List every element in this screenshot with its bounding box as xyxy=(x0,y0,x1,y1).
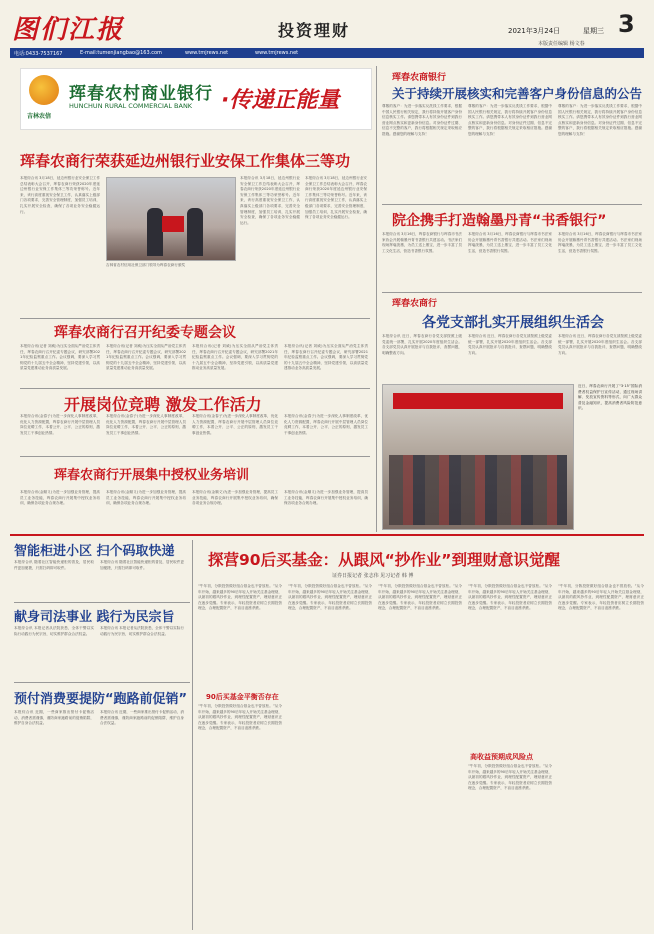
bank-banner xyxy=(20,68,372,130)
r3-kicker: 珲春农商行 xyxy=(392,299,438,309)
a1-photo-person-right xyxy=(187,208,203,256)
m-body-col4: “牛年初，分散投资做好组合基金也不曾放松。”从今年开始，越来越多的90后年轻人开始关注基金理财，从最初的跟风抄作业，到理性配置资产，理财意识正在逐步觉醒。专家表示，年轻投资者应树立长期投资理念，合理配置资产，不盲目追涨杀跌。 xyxy=(468,584,552,611)
b2-divider xyxy=(14,682,190,683)
r3-headline: 各党支部扎实开展组织生活会 xyxy=(422,315,604,331)
contact-site-1: www.tmjrews.net xyxy=(185,50,229,56)
banner-slogan: ·传递正能量 xyxy=(221,88,340,113)
r2-body-col3: 本报综合讯 3月16日，珲春农商银行与珲春市书法家协会开展翰墨丹青书香银行共建活动。书法家们现场挥毫泼墨，为员工送上墨宝，进一步丰富了员工文化生活，营造书香银行氛围。 xyxy=(558,232,642,253)
masthead-logo: 图们江报 xyxy=(12,15,125,45)
page-number: 3 xyxy=(618,10,635,38)
r1-body-col2: 尊敬的客户：为进一步落实反洗钱工作要求，根据中国人民银行相关规定，我行将持续开展客户身份信息核实工作。请您携带本人有效身份证件到我行营业网点核实和更新身份信息。对身份证件过期、信息不完整的客户，我行将根据相关规定采取相应措施。感谢您的理解与支持！ xyxy=(468,104,552,136)
page-editor: 本版责任编辑 杨文春 xyxy=(538,41,585,47)
b1-headline: 智能柜进小区 扫个码取快递 xyxy=(14,544,175,559)
a4-body-col2: 本报综合讯(金顺义)为进一步加强业务管理，提高员工业务技能，珲春农商行开展集中授权业务培训，确保各项业务合规办理。 xyxy=(106,490,186,506)
bottom-col-divider xyxy=(192,540,193,930)
contact-site-2: www.tmjrews.net xyxy=(255,50,299,56)
a1-body-col1: 本报综合讯 3月18日，延边州银行业安全保卫工作总结表彰大会召开，珲春农商行荣获2020年度延边州银行业安保工作集体三等功荣誉称号。近年来，该行高度重视安全保卫工作，认真落实上级部门各项要求，完善安全管理制度，加强员工培训，扎实开展安全检查，确保了各项业务安全稳健运行。 xyxy=(20,176,100,214)
a1-body-col2: 本报综合讯 3月18日，延边州银行业安全保卫工作总结表彰大会召开，珲春农商行荣获2020年度延边州银行业安保工作集体三等功荣誉称号。近年来，该行高度重视安全保卫工作，认真落实上级部门各项要求，完善安全管理制度，加强员工培训，扎实开展安全检查，确保了各项业务安全稳健运行。 xyxy=(240,176,300,225)
r1-kicker: 珲春农商银行 xyxy=(392,73,447,83)
a2-body-col3: 本报综合讯(记者 刘威)为压实全面从严治党主体责任，珲春农商行召开纪委专题会议，研究部署2021年纪检监察重点工作。会议强调，要深入学习贯彻党的十九届五中全会精神，坚持党建引领，以高质量党建推动业务高质量发展。 xyxy=(192,344,278,371)
a3-divider xyxy=(20,456,370,457)
r3-body-col2: 本报综合讯 近日，珲春农商行各党支部按照上级党委统一部署，扎实开展2020年度组织生活会。各支部党员认真开展批评与自我批评，查摆问题，明确整改方向。 xyxy=(468,334,552,355)
a1-body-col3: 本报综合讯 3月18日，延边州银行业安全保卫工作总结表彰大会召开，珲春农商行荣获2020年度延边州银行业安保工作集体三等功荣誉称号。近年来，该行高度重视安全保卫工作，认真落实上级部门各项要求，完善安全管理制度，加强员工培训，扎实开展安全检查，确保了各项业务安全稳健运行。 xyxy=(305,176,367,220)
r1-body-col1: 尊敬的客户：为进一步落实反洗钱工作要求，根据中国人民银行相关规定，我行将持续开展客户身份信息核实工作。请您携带本人有效身份证件到我行营业网点核实和更新身份信息。对身份证件过期、信息不完整的客户，我行将根据相关规定采取相应措施。感谢您的理解与支持！ xyxy=(382,104,462,136)
b3-body-col2: 本报综合讯 近期，一些商家推出预付卡促销活动，消费者需谨慎，谨防商家跑路前的促销陷阱，维护自身合法权益。 xyxy=(100,710,184,726)
r3-photo-crowd xyxy=(389,455,567,525)
a1-photo xyxy=(106,177,236,261)
a4-body-col1: 本报综合讯(金顺义)为进一步加强业务管理，提高员工业务技能，珲春农商行开展集中授权业务培训，确保各项业务合规办理。 xyxy=(20,490,100,506)
a1-headline: 珲春农商行荣获延边州银行业安保工作集体三等功 xyxy=(20,152,351,170)
b1-divider xyxy=(14,602,190,603)
contact-bar xyxy=(10,48,644,58)
a2-body-col1: 本报综合讯(记者 刘威)为压实全面从严治党主体责任，珲春农商行召开纪委专题会议，研究部署2021年纪检监察重点工作。会议强调，要深入学习贯彻党的十九届五中全会精神，坚持党建引领，以高质量党建推动业务高质量发展。 xyxy=(20,344,100,371)
m-body-col4b: “牛年初，分散投资做好组合基金也不曾放松。”从今年开始，越来越多的90后年轻人开始关注基金理财，从最初的跟风抄作业，到理性配置资产，理财意识正在逐步觉醒。专家表示，年轻投资者应树立长期投资理念，合理配置资产，不盲目追涨杀跌。 xyxy=(468,764,552,791)
a1-photo-person-left xyxy=(147,208,163,256)
a1-photo-caption: 吉林省农村信用社保卫部门领导为珲春农商行颁奖 xyxy=(106,263,186,267)
bottom-top-rule xyxy=(10,534,644,536)
m-body-col3: “牛年初，分散投资做好组合基金也不曾放松。”从今年开始，越来越多的90后年轻人开始关注基金理财，从最初的跟风抄作业，到理性配置资产，理财意识正在逐步觉醒。专家表示，年轻投资者应树立长期投资理念，合理配置资产，不盲目追涨杀跌。 xyxy=(378,584,462,611)
r3-body-col1: 本报综合讯 近日，珲春农商行各党支部按照上级党委统一部署，扎实开展2020年度组织生活会。各支部党员认真开展批评与自我批评，查摆问题，明确整改方向。 xyxy=(382,334,462,355)
m-body-col1: “牛年初，分散投资做好组合基金也不曾放松。”从今年开始，越来越多的90后年轻人开始关注基金理财，从最初的跟风抄作业，到理性配置资产，理财意识正在逐步觉醒。专家表示，年轻投资者应树立长期投资理念，合理配置资产，不盲目追涨杀跌。 xyxy=(198,584,282,611)
m-headline: 探营90后买基金：从跟风“抄作业”到理财意识觉醒 xyxy=(208,551,560,569)
m-subhead-2: 高收益预期成风险点 xyxy=(470,753,533,761)
r1-body-col3: 尊敬的客户：为进一步落实反洗钱工作要求，根据中国人民银行相关规定，我行将持续开展客户身份信息核实工作。请您携带本人有效身份证件到我行营业网点核实和更新身份信息。对身份证件过期、信息不完整的客户，我行将根据相关规定采取相应措施。感谢您的理解与支持！ xyxy=(558,104,642,136)
a3-body-col4: 本报综合讯(金春子)为进一步深化人事制度改革，优化人力资源配置，珲春农商行开展中层管理人员岗位竞聘工作，本着公开、公平、公正的原则，激发员工干事创业热情。 xyxy=(284,414,368,435)
a3-body-col1: 本报综合讯(金春子)为进一步深化人事制度改革，优化人力资源配置，珲春农商行开展中层管理人员岗位竞聘工作，本着公开、公平、公正的原则，激发员工干事创业热情。 xyxy=(20,414,100,435)
a4-body-col4: 本报综合讯(金顺义)为进一步加强业务管理，提高员工业务技能，珲春农商行开展集中授权业务培训，确保各项业务合规办理。 xyxy=(284,490,368,506)
r2-divider xyxy=(382,292,642,293)
bank-name-en: HUNCHUN RURAL COMMERCIAL BANK xyxy=(69,102,193,110)
a1-photo-plaque xyxy=(162,216,184,232)
contact-email: E-mail:tumenjiangbao@163.com xyxy=(80,50,162,56)
section-title: 投资理财 xyxy=(278,21,351,40)
r2-headline: 院企携手打造翰墨丹青“书香银行” xyxy=(392,213,607,229)
b3-headline: 预付消费要提防“跑路前促销” xyxy=(14,692,188,707)
issue-date: 2021年3月24日 xyxy=(508,27,561,35)
r3-photo xyxy=(382,384,574,530)
a2-body-col4: 本报综合讯(记者 刘威)为压实全面从严治党主体责任，珲春农商行召开纪委专题会议，研究部署2021年纪检监察重点工作。会议强调，要深入学习贯彻党的十九届五中全会精神，坚持党建引领，以高质量党建推动业务高质量发展。 xyxy=(284,344,368,371)
a2-headline: 珲春农商行召开纪委专题会议 xyxy=(54,325,236,341)
b2-headline: 献身司法事业 践行为民宗旨 xyxy=(14,610,175,625)
contact-phone: 电话:0433-7537167 xyxy=(14,51,63,57)
bank-name-cn: 珲春农村商业银行 xyxy=(69,84,213,104)
a2-body-col2: 本报综合讯(记者 刘威)为压实全面从严治党主体责任，珲春农商行召开纪委专题会议，研究部署2021年纪检监察重点工作。会议强调，要深入学习贯彻党的十九届五中全会精神，坚持党建引领，以高质量党建推动业务高质量发展。 xyxy=(106,344,186,371)
m-body-col1b: “牛年初，分散投资做好组合基金也不曾放松。”从今年开始，越来越多的90后年轻人开始关注基金理财，从最初的跟风抄作业，到理性配置资产，理财意识正在逐步觉醒。专家表示，年轻投资者应树立长期投资理念，合理配置资产，不盲目追涨杀跌。 xyxy=(198,704,282,731)
r2-body-col2: 本报综合讯 3月16日，珲春农商银行与珲春市书法家协会开展翰墨丹青书香银行共建活动。书法家们现场挥毫泼墨，为员工送上墨宝，进一步丰富了员工文化生活，营造书香银行氛围。 xyxy=(468,232,552,253)
b2-body-col1: 本报综合讯 本报记者从法院获悉，全体干警以实际行动践行为民宗旨，切实维护群众合法权益。 xyxy=(14,626,94,636)
a3-headline: 开展岗位竞聘 激发工作活力 xyxy=(64,395,262,414)
b1-body-col2: 本报综合讯 随着社区智能快递柜的普及，居民取件更加便捷，只需扫码即可取件。 xyxy=(100,560,184,570)
a4-body-col3: 本报综合讯(金顺义)为进一步加强业务管理，提高员工业务技能，珲春农商行开展集中授权业务培训，确保各项业务合规办理。 xyxy=(192,490,278,506)
r1-divider xyxy=(382,204,642,205)
bank-logo-icon xyxy=(29,75,59,105)
r2-body-col1: 本报综合讯 3月16日，珲春农商银行与珲春市书法家协会开展翰墨丹青书香银行共建活动。书法家们现场挥毫泼墨，为员工送上墨宝，进一步丰富了员工文化生活，营造书香银行氛围。 xyxy=(382,232,462,253)
a1-divider xyxy=(20,318,370,319)
b3-body-col1: 本报综合讯 近期，一些商家推出预付卡促销活动，消费者需谨慎，谨防商家跑路前的促销陷阱，维护自身合法权益。 xyxy=(14,710,94,726)
b1-body-col1: 本报综合讯 随着社区智能快递柜的普及，居民取件更加便捷，只需扫码即可取件。 xyxy=(14,560,94,570)
issue-weekday: 星期三 xyxy=(583,27,604,35)
brand-label: 吉林农信 xyxy=(27,113,52,120)
m-body-col2: “牛年初，分散投资做好组合基金也不曾放松。”从今年开始，越来越多的90后年轻人开始关注基金理财，从最初的跟风抄作业，到理性配置资产，理财意识正在逐步觉醒。专家表示，年轻投资者应树立长期投资理念，合理配置资产，不盲目追涨杀跌。 xyxy=(288,584,372,611)
m-byline: 证券日报记者 张志伟 见习记者 韩 博 xyxy=(332,573,414,579)
r3-photo-caption: 近日，珲春农商行开展了“3·15”国际消费者权益保护日宣传活动，通过现场讲解、发放宣传资料等形式，向广大群众普及金融知识，提高消费者风险防范意识。 xyxy=(578,384,642,411)
r1-headline: 关于持续开展核实和完善客户身份信息的公告 xyxy=(392,86,643,101)
b2-body-col2: 本报综合讯 本报记者从法院获悉，全体干警以实际行动践行为民宗旨，切实维护群众合法权益。 xyxy=(100,626,184,636)
a2-divider xyxy=(20,388,370,389)
a4-headline: 珲春农商行开展集中授权业务培训 xyxy=(54,468,250,483)
m-body-col5: “牛年初，分散投资做好组合基金也不曾放松。”从今年开始，越来越多的90后年轻人开始关注基金理财，从最初的跟风抄作业，到理性配置资产，理财意识正在逐步觉醒。专家表示，年轻投资者应树立长期投资理念，合理配置资产，不盲目追涨杀跌。 xyxy=(558,584,644,611)
a3-body-col3: 本报综合讯(金春子)为进一步深化人事制度改革，优化人力资源配置，珲春农商行开展中层管理人员岗位竞聘工作，本着公开、公平、公正的原则，激发员工干事创业热情。 xyxy=(192,414,278,435)
m-subhead-1: 90后买基金平衡否存在 xyxy=(206,693,279,701)
a3-body-col2: 本报综合讯(金春子)为进一步深化人事制度改革，优化人力资源配置，珲春农商行开展中层管理人员岗位竞聘工作，本着公开、公平、公正的原则，激发员工干事创业热情。 xyxy=(106,414,186,435)
r3-photo-banner xyxy=(393,393,563,409)
r3-body-col3: 本报综合讯 近日，珲春农商行各党支部按照上级党委统一部署，扎实开展2020年度组织生活会。各支部党员认真开展批评与自我批评，查摆问题，明确整改方向。 xyxy=(558,334,642,355)
